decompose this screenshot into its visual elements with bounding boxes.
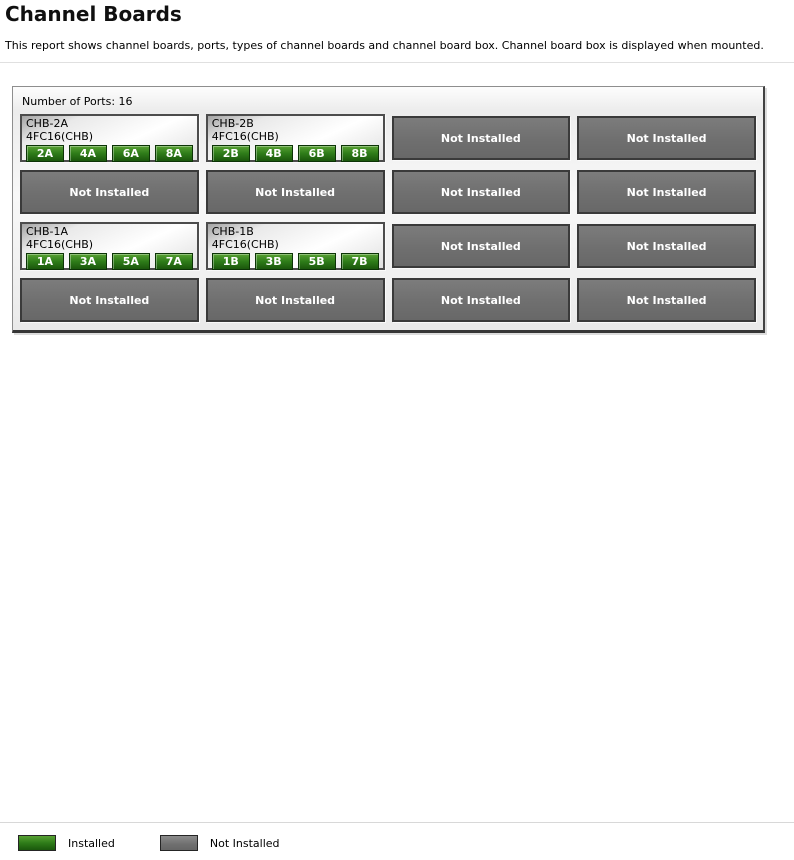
port-5a: 5A <box>112 253 150 270</box>
port-4b: 4B <box>255 145 293 162</box>
legend-not-installed-swatch <box>160 835 198 851</box>
chb-card-chb-2b <box>206 114 385 162</box>
legend-installed-label: Installed <box>68 836 115 850</box>
port-6b: 6B <box>298 145 336 162</box>
chb-board-name: CHB-1A <box>26 225 68 238</box>
chb-slot-not-installed: Not Installed <box>20 278 199 322</box>
report-description: This report shows channel boards, ports, types of channel boards and channel board box. Channel board box is displayed when mounted. <box>5 39 764 52</box>
chb-board-type: 4FC16(CHB) <box>26 130 94 143</box>
chb-card-chb-2a <box>20 114 199 162</box>
chb-slot-not-installed: Not Installed <box>392 278 571 322</box>
chb-board-type: 4FC16(CHB) <box>211 238 279 251</box>
top-divider <box>0 62 794 63</box>
chb-slot-not-installed: Not Installed <box>20 170 199 214</box>
page-title: Channel Boards <box>5 2 182 26</box>
chb-card-chb-1a <box>20 222 199 270</box>
chb-board-name: CHB-1B <box>211 225 254 238</box>
chb-slot-not-installed: Not Installed <box>392 170 571 214</box>
chb-board-name: CHB-2A <box>26 117 68 130</box>
port-2a: 2A <box>26 145 64 162</box>
port-5b: 5B <box>298 253 336 270</box>
chb-slot-not-installed: Not Installed <box>392 224 571 268</box>
chb-board-type: 4FC16(CHB) <box>211 130 279 143</box>
port-6a: 6A <box>112 145 150 162</box>
chb-board-type: 4FC16(CHB) <box>26 238 94 251</box>
legend-installed-swatch <box>18 835 56 851</box>
legend-not-installed-label: Not Installed <box>209 836 280 850</box>
ports-row <box>26 145 193 162</box>
chb-slot-not-installed: Not Installed <box>392 116 571 160</box>
port-3b: 3B <box>255 253 293 270</box>
chb-slot-not-installed: Not Installed <box>577 224 756 268</box>
legend-divider <box>0 822 794 823</box>
port-3a: 3A <box>69 253 107 270</box>
ports-row <box>212 145 379 162</box>
ports-row <box>212 253 379 270</box>
chb-grid <box>13 108 763 331</box>
chb-slot-not-installed: Not Installed <box>577 170 756 214</box>
ports-count-label: Number of Ports: 16 <box>22 95 133 108</box>
port-8a: 8A <box>155 145 193 162</box>
port-1a: 1A <box>26 253 64 270</box>
channel-boards-panel <box>12 86 765 333</box>
chb-slot-not-installed: Not Installed <box>577 278 756 322</box>
port-7b: 7B <box>341 253 379 270</box>
chb-slot-not-installed: Not Installed <box>577 116 756 160</box>
chb-board-name: CHB-2B <box>211 117 254 130</box>
port-4a: 4A <box>69 145 107 162</box>
chb-slot-not-installed: Not Installed <box>206 278 385 322</box>
port-2b: 2B <box>212 145 250 162</box>
port-7a: 7A <box>155 253 193 270</box>
legend <box>18 835 325 851</box>
ports-row <box>26 253 193 270</box>
port-8b: 8B <box>341 145 379 162</box>
chb-slot-not-installed: Not Installed <box>206 170 385 214</box>
chb-card-chb-1b <box>206 222 385 270</box>
port-1b: 1B <box>212 253 250 270</box>
